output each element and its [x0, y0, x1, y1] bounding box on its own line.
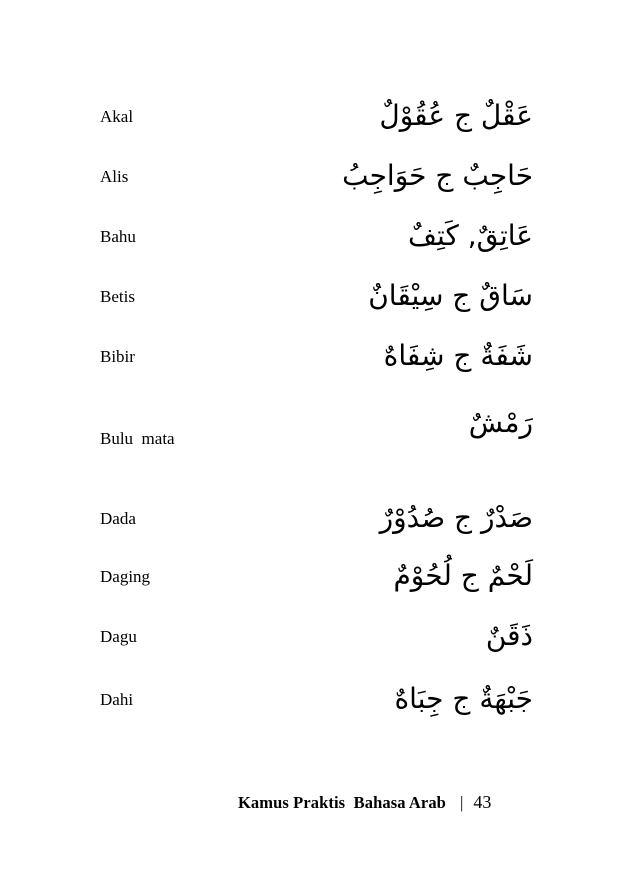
arabic-word: جَبْهَةٌ ج جِبَاهٌ [394, 682, 533, 715]
indonesian-word: Daging [100, 567, 151, 586]
indonesian-word: Akal [100, 107, 134, 126]
indonesian-word: Dada [100, 509, 136, 528]
indonesian-word: Dahi [100, 690, 134, 709]
arabic-word: عَاتِقٌ, كَتِفٌ [408, 219, 533, 252]
book-title: Kamus Praktis Bahasa Arab [238, 793, 446, 812]
page-number: 43 [473, 792, 492, 812]
arabic-word: عَقْلٌ ج عُقُوْلٌ [379, 99, 533, 132]
footer-separator: | [459, 793, 464, 812]
arabic-word: صَدْرٌ ج صُدُوْرٌ [379, 501, 533, 534]
arabic-word: رَمْشٌ [468, 406, 533, 439]
arabic-word: لَحْمٌ ج لُحُوْمٌ [393, 559, 533, 592]
indonesian-word: Betis [100, 287, 135, 306]
indonesian-word: Bulu mata [100, 429, 175, 448]
arabic-word: سَاقٌ ج سِيْقَانٌ [368, 279, 533, 312]
indonesian-word: Bahu [100, 227, 136, 246]
page-footer [238, 792, 491, 813]
arabic-word: شَفَةٌ ج شِفَاهٌ [383, 339, 533, 372]
indonesian-word: Dagu [100, 627, 137, 646]
arabic-word: ذَقَنٌ [485, 619, 533, 652]
indonesian-word: Bibir [100, 347, 135, 366]
indonesian-word: Alis [100, 167, 129, 186]
arabic-word: حَاجِبٌ ج حَوَاجِبُ [342, 159, 533, 192]
